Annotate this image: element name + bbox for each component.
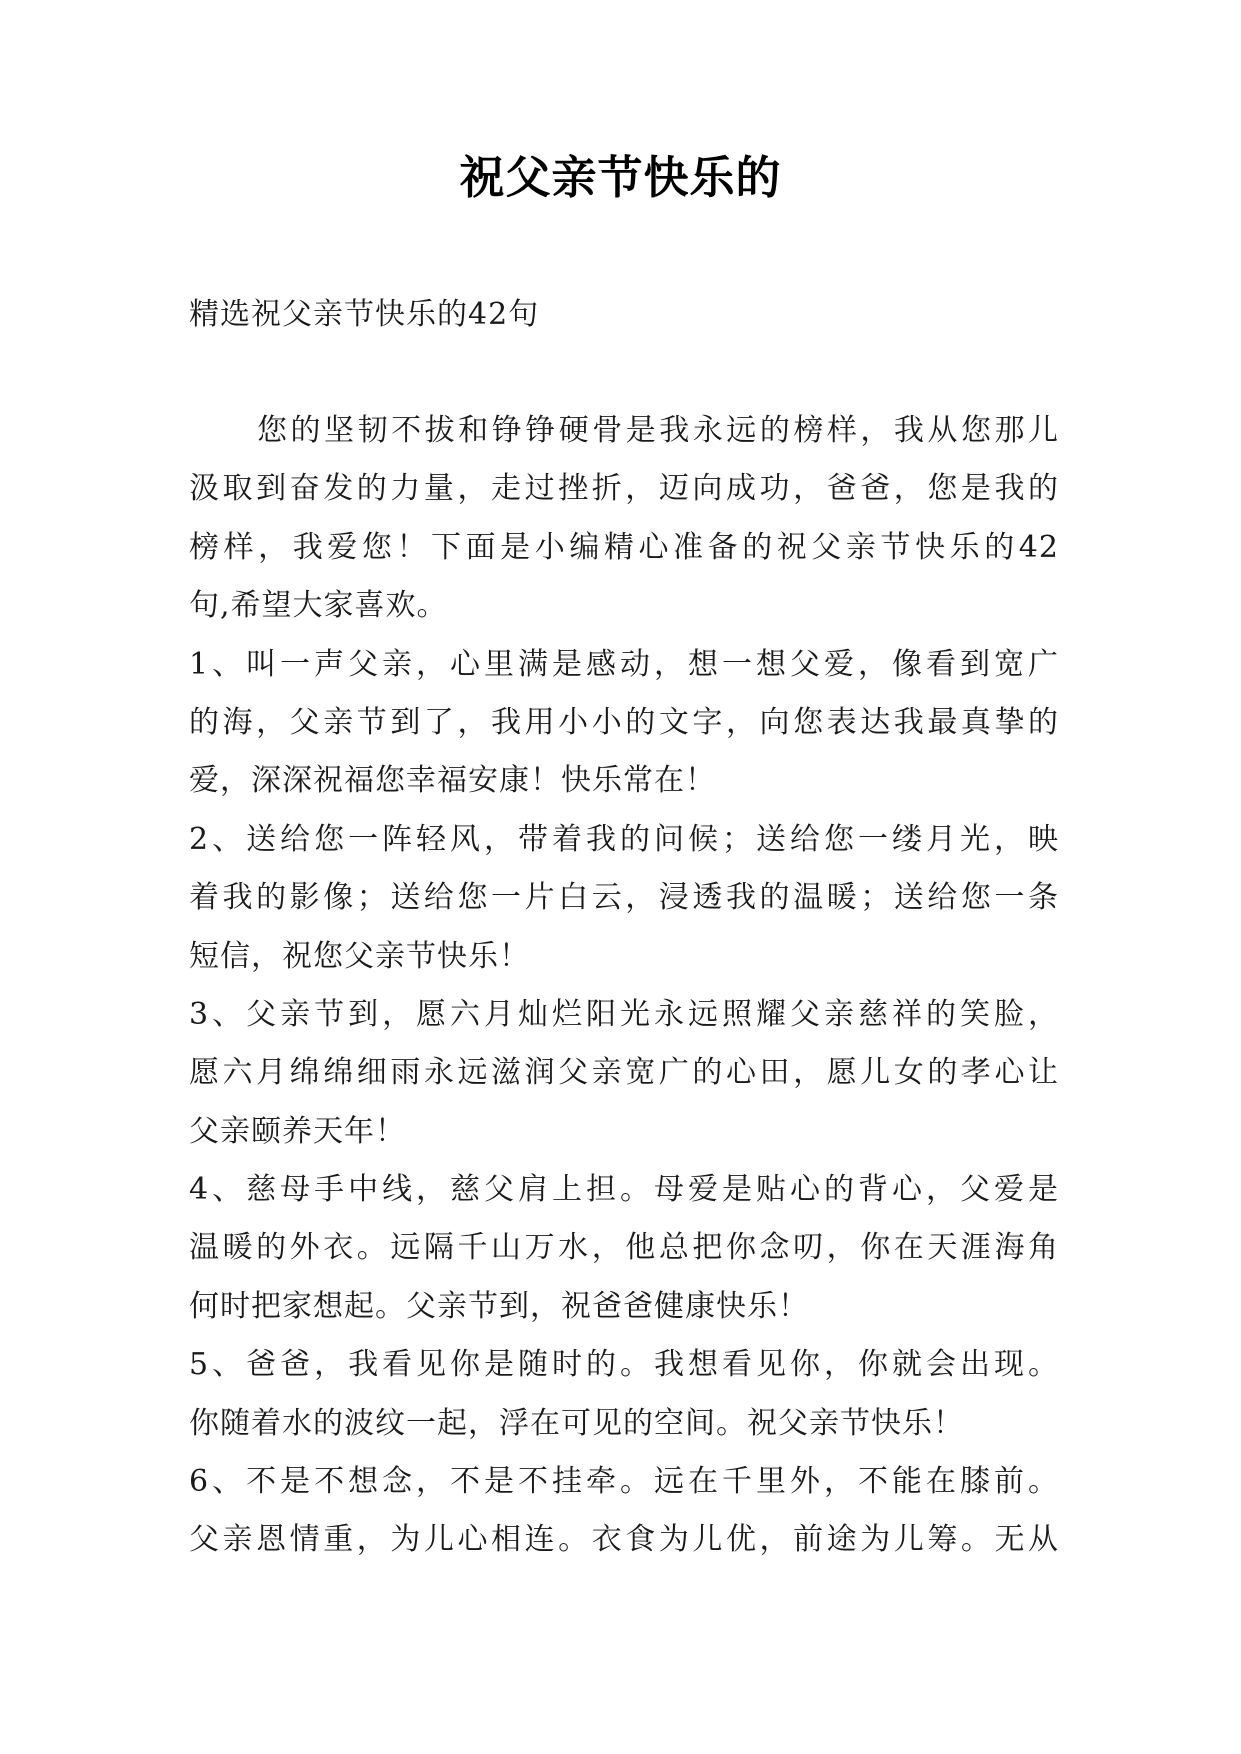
body-line: 的海，父亲节到了，我用小小的文字，向您表达我最真挚的 xyxy=(189,704,1059,740)
body-line: 5、爸爸，我看见你是随时的。我想看见你，你就会出现。 xyxy=(189,1347,1059,1383)
body-line: 爱，深深祝福您幸福安康！快乐常在！ xyxy=(189,763,716,799)
body-line: 句,希望大家喜欢。 xyxy=(189,588,448,624)
body-line: 4、慈母手中线，慈父肩上担。母爱是贴心的背心，父爱是 xyxy=(189,1172,1059,1208)
body-line: 您的坚韧不拔和铮铮硬骨是我永远的榜样，我从您那儿 xyxy=(257,413,1059,448)
body-line: 你随着水的波纹一起，浮在可见的空间。祝父亲节快乐！ xyxy=(189,1405,964,1441)
body-line: 着我的影像；送给您一片白云，浸透我的温暖；送给您一条 xyxy=(189,880,1059,916)
body-line: 1、叫一声父亲，心里满是感动，想一想父爱，像看到宽广 xyxy=(189,646,1059,682)
document-subtitle: 精选祝父亲节快乐的42句 xyxy=(189,297,540,332)
body-line: 父亲颐养天年！ xyxy=(189,1113,406,1149)
body-line: 6、不是不想念，不是不挂牵。远在千里外，不能在膝前。 xyxy=(189,1464,1059,1500)
body-line: 温暖的外衣。远隔千山万水，他总把你念叨，你在天涯海角 xyxy=(189,1230,1059,1266)
body-line: 榜样，我爱您！下面是小编精心准备的祝父亲节快乐的42 xyxy=(189,529,1059,565)
document-title: 祝父亲节快乐的 xyxy=(459,151,782,204)
document-body xyxy=(189,402,1059,1570)
body-line: 短信，祝您父亲节快乐！ xyxy=(189,938,530,974)
body-line: 愿六月绵绵细雨永远滋润父亲宽广的心田，愿儿女的孝心让 xyxy=(189,1055,1059,1091)
body-line: 3、父亲节到，愿六月灿烂阳光永远照耀父亲慈祥的笑脸， xyxy=(189,996,1059,1032)
body-line: 汲取到奋发的力量，走过挫折，迈向成功，爸爸，您是我的 xyxy=(189,471,1059,507)
body-line: 父亲恩情重，为儿心相连。衣食为儿优，前途为儿筹。无从 xyxy=(189,1522,1059,1558)
body-line: 何时把家想起。父亲节到，祝爸爸健康快乐！ xyxy=(189,1288,809,1324)
body-line: 2、送给您一阵轻风，带着我的问候；送给您一缕月光，映 xyxy=(189,821,1059,857)
